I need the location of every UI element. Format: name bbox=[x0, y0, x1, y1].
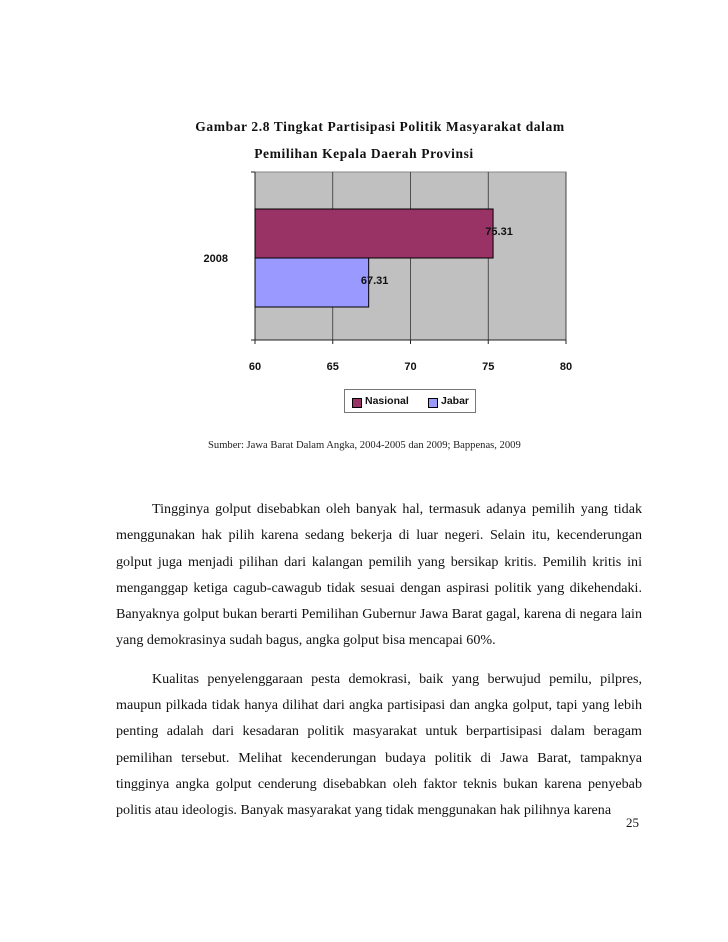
category-label: 2008 bbox=[203, 253, 228, 265]
chart-source-note: Sumber: Jawa Barat Dalam Angka, 2004-2005 dan 2009; Bappenas, 2009 bbox=[208, 440, 521, 451]
x-tick-label: 80 bbox=[559, 361, 573, 373]
bar-nasional bbox=[255, 209, 493, 258]
chart-legend bbox=[344, 389, 476, 413]
x-tick-label: 65 bbox=[326, 361, 339, 373]
chart-title-line-2: Pemilihan Kepala Daerah Provinsi bbox=[254, 146, 474, 161]
paragraph: Tingginya golput disebabkan oleh banyak hal, termasuk adanya pemilih yang tidak menggunakan hak pilih karena sedang bekerja di luar negeri. Selain itu, kecenderungan golput juga menjadi pilihan dari kalangan pemilih yang bersikap kritis. Pemilih kritis ini menganggap ketiga cagub-cawagub tidak sesuai dengan aspirasi politik yang dikehendaki. Banyaknya golput bukan berarti Pemilihan Gubernur Jawa Barat gagal, karena di negara lain yang demokrasinya sudah bagus, angka golput bisa mencapai 60%. bbox=[116, 501, 642, 649]
chart-title-line-1: Gambar 2.8 Tingkat Partisipasi Politik Masyarakat dalam bbox=[195, 119, 565, 134]
legend-label-jabar: Jabar bbox=[441, 395, 470, 407]
legend-swatch-nasional bbox=[352, 398, 362, 408]
bar-jabar bbox=[255, 258, 369, 307]
paragraph: Kualitas penyelenggaraan pesta demokrasi, baik yang berwujud pemilu, pilpres, maupun pilkada tidak hanya dilihat dari angka partisipasi dan angka golput, tapi yang lebih penting adalah dari kesadaran politik masyarakat untuk berpartisipasi dalam beragam pemilihan tersebut. Melihat kecenderungan budaya politik di Jawa Barat, tampaknya tingginya angka golput cenderung disebabkan oleh faktor teknis bukan karena penyebab politis atau ideologis. Banyak masyarakat yang tidak menggunakan hak pilihnya karena bbox=[116, 670, 642, 819]
x-tick-label: 75 bbox=[482, 361, 495, 373]
body-text bbox=[116, 496, 642, 824]
data-label: 67.31 bbox=[360, 275, 389, 287]
legend-swatch-jabar bbox=[428, 398, 438, 408]
data-label: 75.31 bbox=[485, 226, 513, 238]
page-number: 25 bbox=[626, 815, 639, 830]
x-tick-label: 60 bbox=[248, 361, 262, 373]
x-tick-label: 70 bbox=[404, 361, 417, 373]
legend-label-nasional: Nasional bbox=[365, 395, 409, 407]
